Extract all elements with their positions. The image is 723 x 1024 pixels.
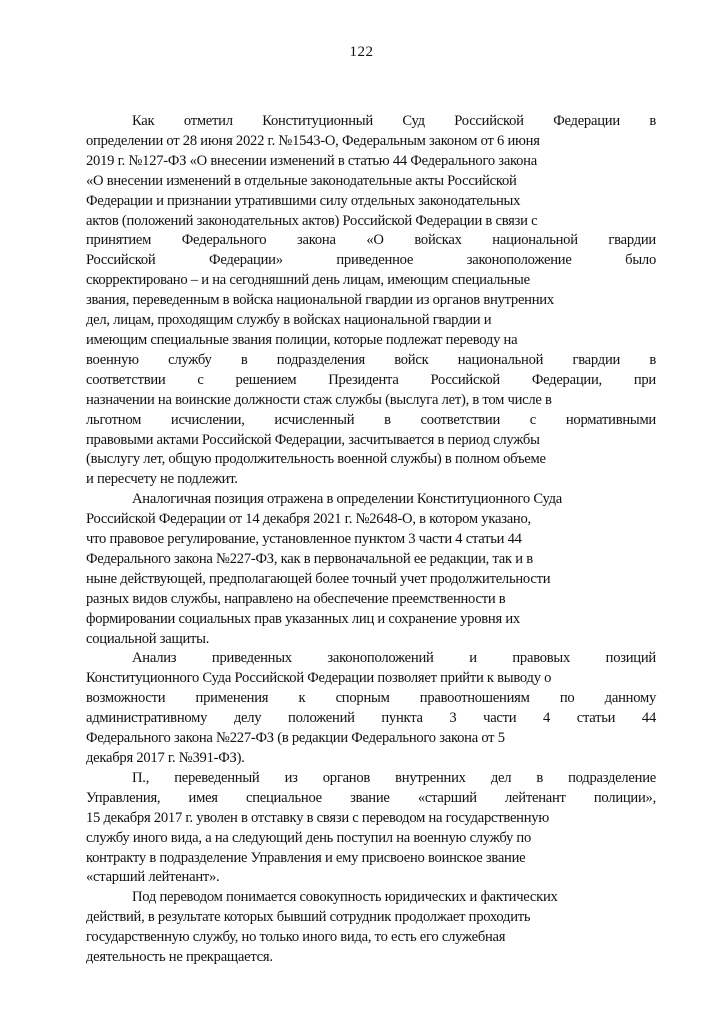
text-line: П., переведенный из органов внутренних дел в подразделение [132,769,656,786]
text-line: Аналогичная позиция отражена в определении Конституционного Суда [132,491,562,508]
text-line: «старший лейтенант». [86,869,220,886]
text-line: звания, переведенным в войска национальной гвардии из органов внутренних [86,292,554,309]
text-line: социальной защиты. [86,630,210,647]
text-line: Конституционного Суда Российской Федерации позволяет прийти к выводу о [86,670,552,687]
text-line: (выслугу лет, общую продолжительность военной службы) в полном объеме [86,451,546,468]
text-line: что правовое регулирование, установленное пунктом 3 части 4 статьи 44 [86,531,522,548]
text-line: правовыми актами Российской Федерации, засчитывается в период службы [86,431,540,448]
text-line: военную службу в подразделения войск национальной гвардии в [86,351,656,368]
text-line: контракту в подразделение Управления и ему присвоено воинское звание [86,849,526,866]
text-line: имеющим специальные звания полиции, которые подлежат переводу на [86,331,518,348]
paragraph [86,649,656,768]
text-line: государственную службу, но только иного вида, то есть его служебная [86,929,506,946]
text-line: скорректировано – и на сегодняшний день лицам, имеющим специальные [86,272,530,289]
text-line: Анализ приведенных законоположений и правовых позиций [132,650,656,667]
text-line: разных видов службы, направлено на обеспечение преемственности в [86,590,506,607]
text-line: льготном исчислении, исчисленный в соответствии с нормативными [86,411,656,428]
text-line: и пересчету не подлежит. [86,471,238,488]
page-number: 122 [349,44,374,60]
text-line: принятием Федерального закона «О войсках национальной гвардии [86,232,656,249]
text-line: Российской Федерации» приведенное законоположение было [86,252,656,269]
text-line: 2019 г. №127-ФЗ «О внесении изменений в статью 44 Федерального закона [86,152,537,169]
text-line: Федерального закона №227-ФЗ, как в первоначальной ее редакции, так и в [86,550,533,567]
paragraph [86,769,656,888]
text-line: «О внесении изменений в отдельные законодательные акты Российской [86,172,517,189]
text-line: деятельность не прекращается. [86,949,273,966]
text-line: Федерального закона №227-ФЗ (в редакции Федерального закона от 5 [86,730,505,747]
text-line: действий, в результате которых бывший сотрудник продолжает проходить [86,909,531,926]
text-line: Как отметил Конституционный Суд Российской Федерации в [132,113,656,129]
text-line: формировании социальных прав указанных лиц и сохранение уровня их [86,610,520,627]
text-line: дел, лицам, проходящим службу в войсках национальной гвардии и [86,312,492,329]
text-line: возможности применения к спорным правоотношениям по данному [86,690,656,707]
text-line: актов (положений законодательных актов) Российской Федерации в связи с [86,212,538,229]
text-line: декабря 2017 г. №391-ФЗ). [86,750,245,766]
paragraph [86,888,656,968]
text-line: Российской Федерации от 14 декабря 2021 г. №2648-О, в котором указано, [86,511,531,528]
document-body [86,112,656,968]
text-line: Управления, имея специальное звание «старший лейтенант полиции», [86,789,656,806]
text-line: Под переводом понимается совокупность юридических и фактических [132,889,558,906]
text-line: соответствии с решением Президента Российской Федерации, при [86,371,656,388]
paragraph [86,112,656,490]
text-line: службу иного вида, а на следующий день поступил на военную службу по [86,829,532,846]
text-line: Федерации и признании утратившими силу отдельных законодательных [86,192,521,209]
text-line: 15 декабря 2017 г. уволен в отставку в связи с переводом на государственную [86,809,550,826]
text-line: определении от 28 июня 2022 г. №1543-О, Федеральным законом от 6 июня [86,132,540,149]
text-line: административному делу положений пункта 3 части 4 статьи 44 [86,710,656,727]
paragraph [86,490,656,649]
text-line: ныне действующей, предполагающей более точный учет продолжительности [86,570,551,587]
text-line: назначении на воинские должности стаж службы (выслуга лет), в том числе в [86,391,552,408]
